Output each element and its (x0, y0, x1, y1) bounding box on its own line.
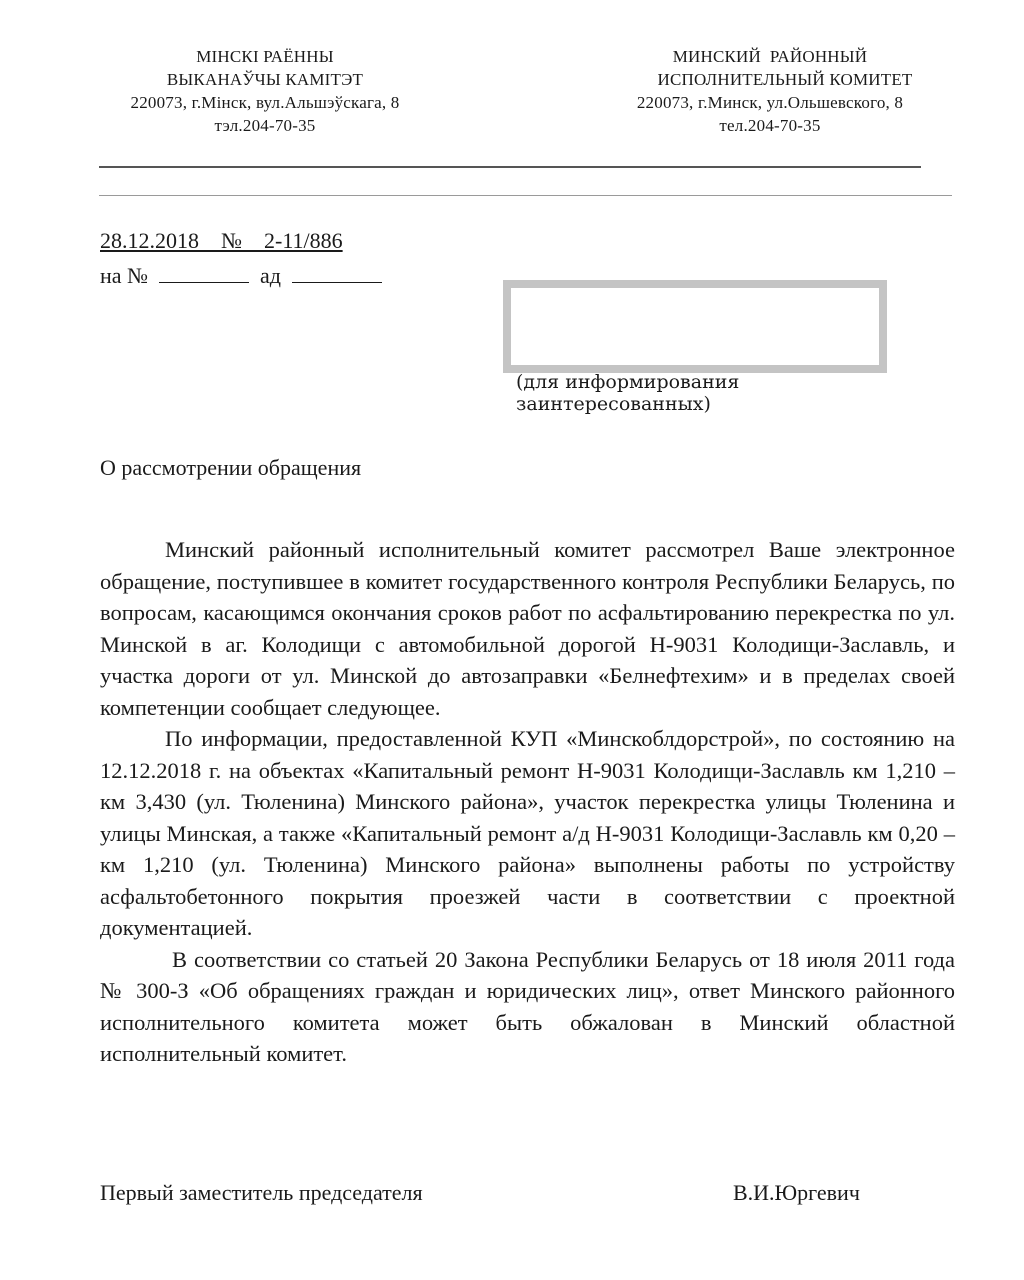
letterhead-org-line1: МИНСКИЙ РАЙОННЫЙ (672, 47, 868, 66)
reference-date-blank (292, 262, 382, 283)
body-paragraph: По информации, предоставленной КУП «Минскоблдорстрой», по состоянию на 12.12.2018 г. на объектах «Капитальный ремонт Н-9031 Колодищи-Заславль км 1,210 – км 3,430 (ул. Тюленина) Минского района», участок перекрестка улицы Тюленина и улицы Минская, а также «Капитальный ремонт а/д Н-9031 Колодищи-Заславль км 0,20 – км 1,210 (ул. Тюленина) Минского района» выполнены работы по устройству асфальтобетонного покрытия проезжей части в соответствии с проектной документацией. (100, 726, 955, 940)
letterhead-org-line2: ВЫКАНАЎЧЫ КАМІТЭТ (166, 70, 364, 89)
letterhead-address: 220073, г.Минск, ул.Ольшевского, 8 (636, 93, 904, 112)
letterhead-org-line2: ИСПОЛНИТЕЛЬНЫЙ КОМИТЕТ (657, 70, 913, 89)
letterhead-phone: тэл.204-70-35 (214, 116, 316, 135)
letter-body (100, 534, 955, 1070)
letter-subject: О рассмотрении обращения (100, 455, 362, 480)
reference-prefix: на № (100, 263, 149, 288)
registration-line (100, 228, 343, 254)
signatory-name: В.И.Юргевич (733, 1180, 860, 1205)
letterhead-address: 220073, г.Мінск, вул.Альшэўскага, 8 (130, 93, 400, 112)
registration-number: 2-11/886 (264, 228, 343, 253)
letterhead-divider-bottom (99, 195, 952, 196)
redacted-addressee-box (503, 280, 887, 373)
body-paragraph: В соответствии со статьей 20 Закона Республики Беларусь от 18 июля 2011 года № 300-З «Об обращениях граждан и юридических лиц», ответ Минского районного исполнительного комитета может быть обжалован в Минский областной исполнительный комитет. (100, 946, 955, 1066)
letterhead-russian (600, 45, 940, 137)
registration-number-sign: № (221, 228, 242, 253)
letterhead-phone: тел.204-70-35 (719, 116, 821, 135)
body-paragraph: Минский районный исполнительный комитет рассмотрел Ваше электронное обращение, поступившее в комитет государственного контроля Республики Беларусь, по вопросам, касающимся окончания сроков работ по асфальтированию перекрестка по ул. Минской в аг. Колодищи с автомобильной дорогой Н-9031 Колодищи-Заславль, и участка дороги от ул. Минской до автозаправки «Белнефтехим» и в пределах своей компетенции сообщает следующее. (100, 537, 955, 720)
addressee-note-line1: (для информирования (516, 371, 740, 393)
signatory-title: Первый заместитель председателя (100, 1180, 423, 1205)
registration-date: 28.12.2018 (100, 228, 199, 253)
letterhead-org-line1: МІНСКІ РАЁННЫ (196, 47, 334, 66)
reference-from-label: ад (260, 263, 281, 288)
letterhead-divider-top (99, 166, 921, 168)
reference-line (100, 262, 382, 289)
addressee-note (516, 371, 739, 415)
letterhead-belarusian (90, 45, 440, 137)
addressee-note-line2: заинтересованных) (516, 393, 711, 415)
reference-number-blank (159, 262, 249, 283)
